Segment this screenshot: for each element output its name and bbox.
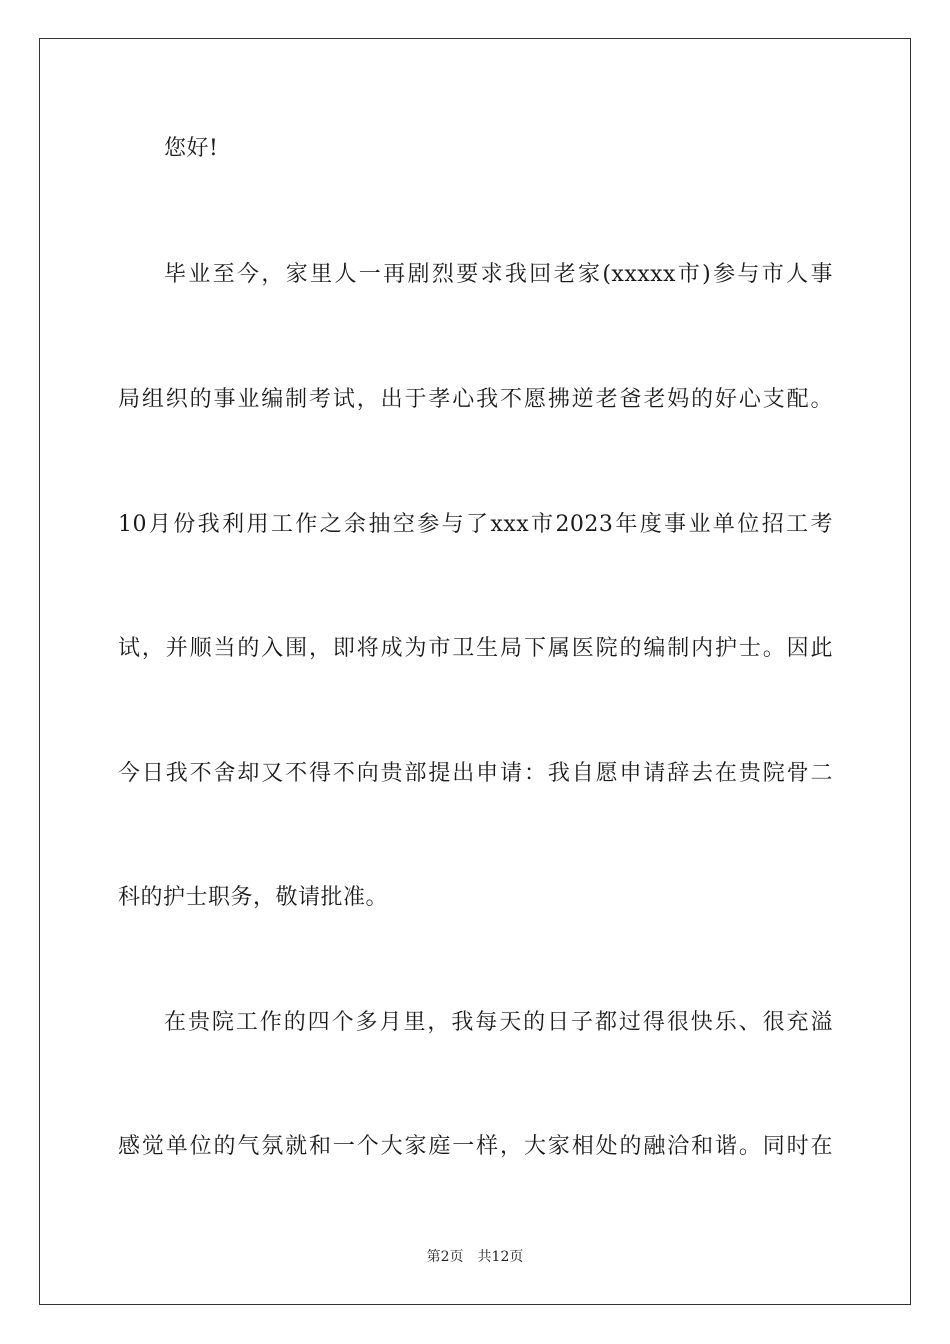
page-footer — [0, 1247, 950, 1267]
body-text-line: 科的护士职务，敬请批准。 — [118, 885, 389, 910]
page-number-current: 第2页 — [426, 1249, 464, 1265]
page-number-total: 共12页 — [477, 1249, 524, 1265]
body-text-line: 10月份我利用工作之余抽空参与了xxx市2023年度事业单位招工考 — [118, 512, 833, 537]
body-text-line: 局组织的事业编制考试，出于孝心我不愿拂逆老爸老妈的好心支配。 — [118, 387, 833, 412]
body-text-line: 感觉单位的气氛就和一个大家庭一样，大家相处的融洽和谐。同时在 — [118, 1134, 833, 1159]
body-text-line: 毕业至今，家里人一再剧烈要求我回老家(xxxxx市)参与市人事 — [164, 262, 833, 287]
body-text-line: 在贵院工作的四个多月里，我每天的日子都过得很快乐、很充溢 — [164, 1010, 833, 1035]
body-text-line: 试，并顺当的入围，即将成为市卫生局下属医院的编制内护士。因此 — [118, 636, 833, 661]
page-border — [39, 38, 911, 1305]
greeting-line: 您好! — [164, 136, 219, 161]
body-text-line: 今日我不舍却又不得不向贵部提出申请：我自愿申请辞去在贵院骨二 — [118, 761, 833, 786]
